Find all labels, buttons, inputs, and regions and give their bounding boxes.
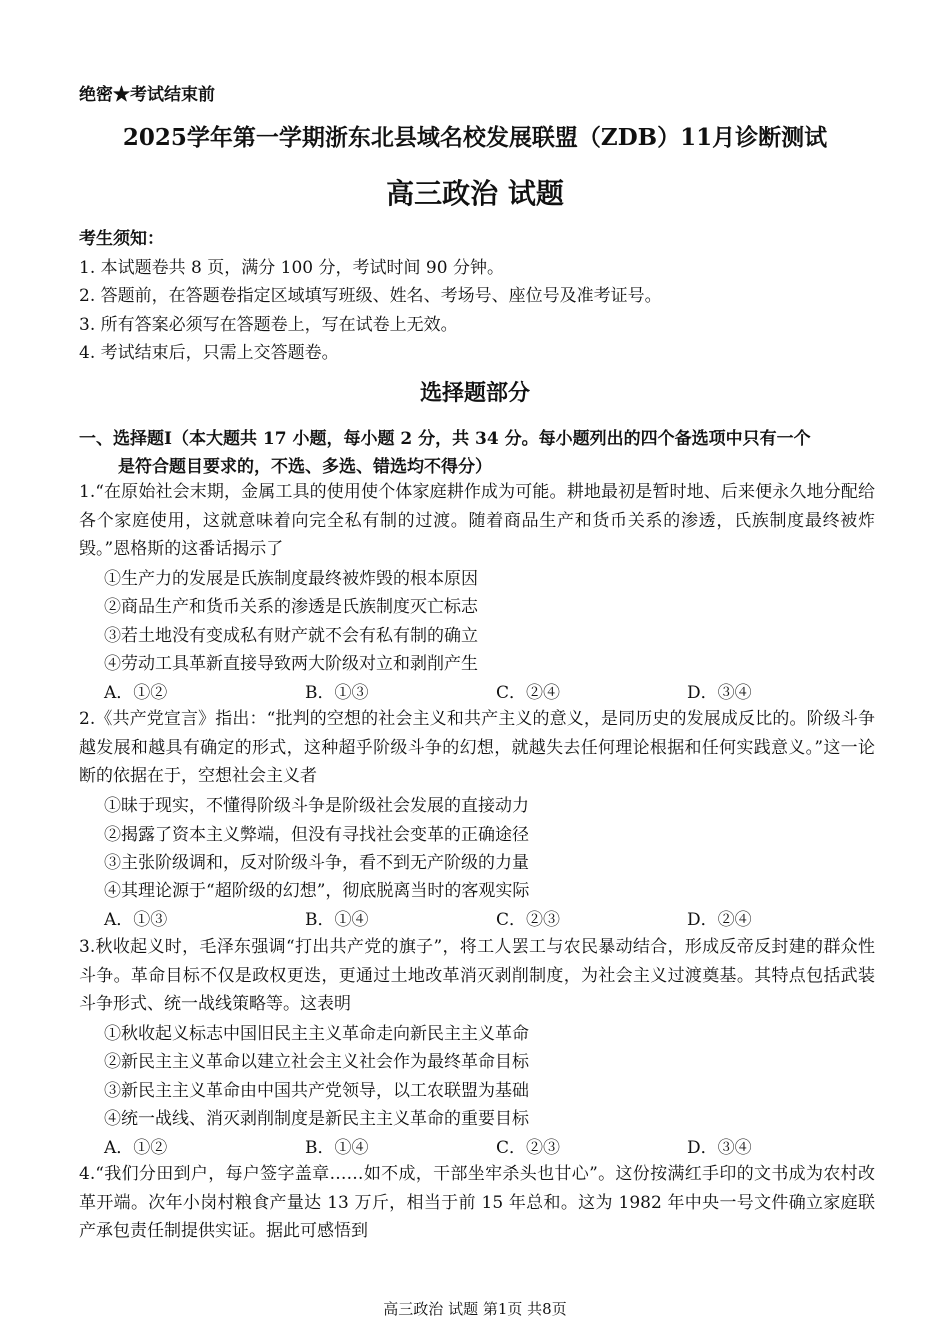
question-3-choice-b: B．①④: [305, 1138, 369, 1158]
exam-subtitle: 高三政治 试题: [386, 177, 564, 210]
question-2-choice-c: C．②③: [496, 910, 561, 930]
question-1-option: ③若土地没有变成私有财产就不会有私有制的确立: [104, 626, 478, 646]
question-3-option: ④统一战线、消灭剥削制度是新民主主义革命的重要目标: [104, 1109, 529, 1129]
question-3-choice-c: C．②③: [496, 1138, 561, 1158]
part-instructions-line1: 一、选择题Ⅰ（本大题共 17 小题，每小题 2 分，共 34 分。每小题列出的四个备选项中只有一个: [79, 429, 811, 449]
exam-title: 2025学年第一学期浙东北县域名校发展联盟（ZDB）11月诊断测试: [122, 124, 828, 151]
question-2-option: ④其理论源于“超阶级的幻想”，彻底脱离当时的客观实际: [104, 881, 530, 901]
question-1-choice-b: B．①③: [305, 683, 369, 703]
question-2-choice-a: A．①③: [104, 910, 168, 930]
question-2-option: ①昧于现实，不懂得阶级斗争是阶级社会发展的直接动力: [104, 796, 529, 816]
question-stem: 2.《共产党宣言》指出：“批判的空想的社会主义和共产主义的意义，是同历史的发展成反比的。阶级斗争越发展和越具有确定的形式，这种超乎阶级斗争的幻想，就越失去任何理论根据和任何实践意义。”这一论断的依据在于，空想社会主义者: [79, 709, 875, 786]
question-2-choice-d: D．②④: [687, 910, 752, 930]
notice-item: 4. 考试结束后，只需上交答题卷。: [79, 343, 339, 363]
question-2-stem: [79, 705, 875, 791]
question-1-choice-c: C．②④: [496, 683, 561, 703]
question-1-option: ②商品生产和货币关系的渗透是氏族制度灭亡标志: [104, 597, 478, 617]
question-1-option: ④劳动工具革新直接导致两大阶级对立和剥削产生: [104, 654, 478, 674]
question-3-choice-d: D．③④: [687, 1138, 752, 1158]
section-title: 选择题部分: [419, 380, 530, 406]
question-stem: 1.“在原始社会末期，金属工具的使用使个体家庭耕作成为可能。耕地最初是暂时地、后来便永久地分配给各个家庭使用，这就意味着向完全私有制的过渡。随着商品生产和货币关系的渗透，氏族制度最终被炸毁。”恩格斯的这番话揭示了: [79, 482, 875, 559]
question-3-stem: [79, 933, 875, 1019]
question-1-choice-d: D．③④: [687, 683, 752, 703]
question-2-option: ③主张阶级调和，反对阶级斗争，看不到无产阶级的力量: [104, 853, 529, 873]
notice-item: 1. 本试题卷共 8 页，满分 100 分，考试时间 90 分钟。: [79, 258, 504, 278]
question-3-option: ①秋收起义标志中国旧民主主义革命走向新民主主义革命: [104, 1024, 529, 1044]
question-1-option: ①生产力的发展是氏族制度最终被炸毁的根本原因: [104, 569, 478, 589]
question-2-choice-b: B．①④: [305, 910, 369, 930]
notice-item: 2. 答题前，在答题卷指定区域填写班级、姓名、考场号、座位号及准考证号。: [79, 286, 662, 306]
notice-heading: 考生须知：: [79, 229, 164, 249]
question-4-stem: [79, 1160, 875, 1246]
question-stem: 4.“我们分田到户，每户签字盖章……如不成，干部坐牢杀头也甘心”。这份按满红手印的文书成为农村改革开端。次年小岗村粮食产量达 13 万斤，相当于前 15 年总和。这为 1982 年中央一号文件确立家庭联产承包责任制提供实证。据此可感悟到: [79, 1164, 875, 1241]
page-footer: 高三政治 试题 第1页 共8页: [383, 1300, 567, 1318]
question-stem: 3.秋收起义时，毛泽东强调“打出共产党的旗子”，将工人罢工与农民暴动结合，形成反帝反封建的群众性斗争。革命目标不仅是政权更迭，更通过土地改革消灭剥削制度，为社会主义过渡奠基。其特点包括武装斗争形式、统一战线策略等。这表明: [79, 937, 875, 1014]
question-3-option: ②新民主主义革命以建立社会主义社会作为最终革命目标: [104, 1052, 529, 1072]
question-1-stem: [79, 478, 875, 564]
question-1-choice-a: A．①②: [104, 683, 168, 703]
question-3-option: ③新民主主义革命由中国共产党领导，以工农联盟为基础: [104, 1081, 529, 1101]
question-3-choice-a: A．①②: [104, 1138, 168, 1158]
question-2-option: ②揭露了资本主义弊端，但没有寻找社会变革的正确途径: [104, 825, 529, 845]
confidential-label: 绝密★考试结束前: [79, 85, 215, 105]
notice-item: 3. 所有答案必须写在答题卷上，写在试卷上无效。: [79, 315, 458, 335]
part-instructions-line2: 是符合题目要求的，不选、多选、错选均不得分）: [118, 457, 492, 477]
